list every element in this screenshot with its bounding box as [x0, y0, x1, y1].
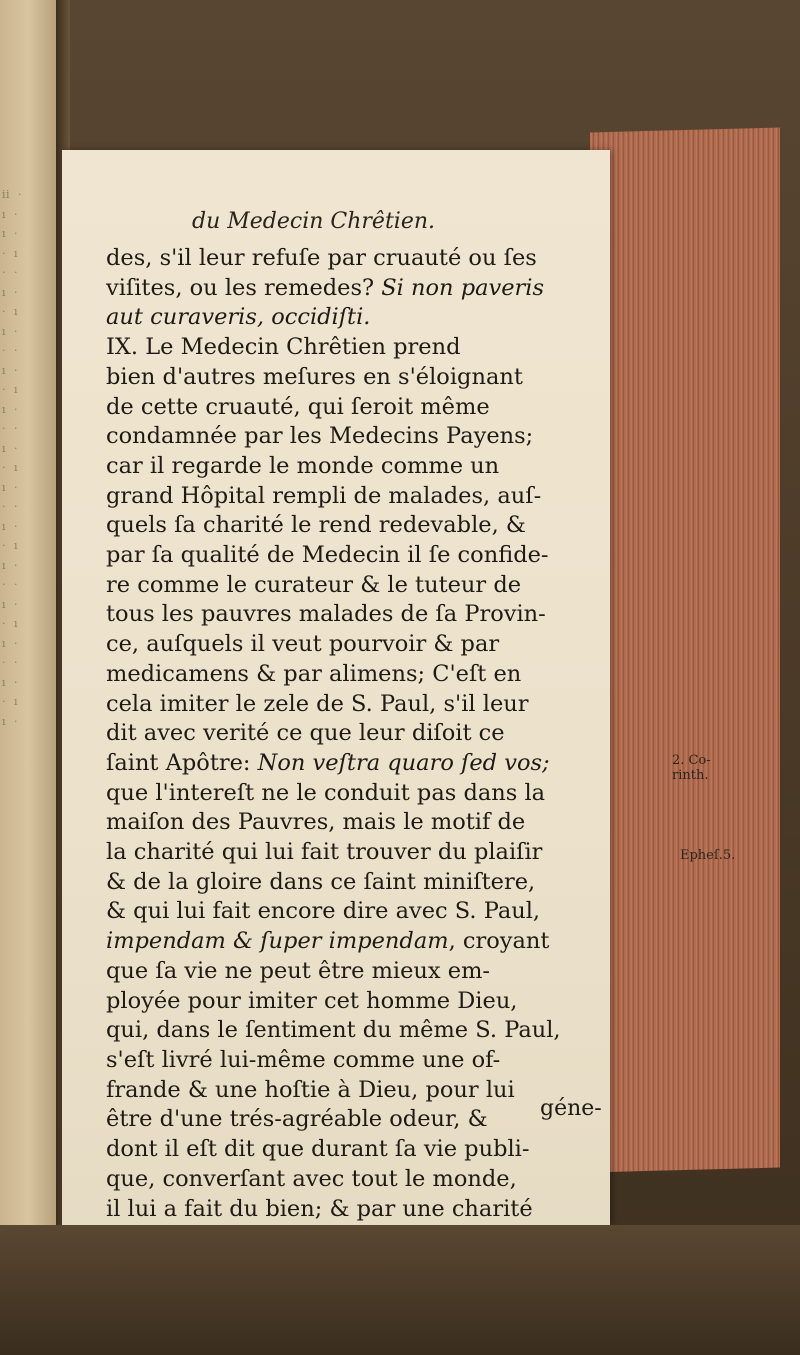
italic-run: aut curaveris, occidiſti.: [106, 304, 371, 331]
catchword: géne-: [540, 1096, 602, 1121]
text-run: quels ſa charité le rend redevable, &: [106, 512, 526, 539]
facing-page-edge: [0, 0, 56, 1355]
text-line: [106, 1195, 626, 1225]
margin-note-corinth: [672, 753, 711, 783]
text-line: [106, 303, 626, 333]
text-line: [106, 987, 626, 1017]
text-line: [106, 1135, 626, 1165]
text-run: bien d'autres meſures en s'éloignant: [106, 363, 523, 390]
text-line: [106, 1046, 626, 1076]
text-run: maiſon des Pauvres, mais le motif de: [106, 809, 526, 836]
text-line: [106, 452, 626, 482]
text-run: ce, auſquels il veut pourvoir & par: [106, 631, 500, 658]
text-line: [106, 393, 626, 423]
text-run: par ſa qualité de Medecin il ſe confide-: [106, 542, 549, 569]
text-run: & qui lui fait encore dire avec S. Paul,: [106, 898, 541, 925]
text-run: la charité qui lui fait trouver du plaiſir: [106, 839, 543, 866]
italic-run: Non veſtra quaro ſed vos;: [257, 749, 550, 776]
bottom-backdrop: [0, 1225, 800, 1355]
text-line: [106, 719, 626, 749]
text-line: [106, 690, 626, 720]
text-run: être d'une trés-agréable odeur, &: [106, 1106, 488, 1133]
body-text: [106, 244, 626, 1224]
text-run: dont il eſt dit que durant ſa vie publi-: [106, 1136, 530, 1163]
text-line: [106, 600, 626, 630]
text-run: , croyant: [448, 928, 550, 955]
text-line: [106, 630, 626, 660]
text-run: il lui a fait du bien; & par une charité: [106, 1195, 533, 1222]
text-run: frande & une hoſtie à Dieu, pour lui: [106, 1076, 515, 1103]
text-line: [106, 808, 626, 838]
text-line: [106, 571, 626, 601]
text-line: [106, 957, 626, 987]
text-line: [106, 1016, 626, 1046]
text-line: [106, 363, 626, 393]
text-run: medicamens & par alimens; C'eſt en: [106, 660, 522, 687]
text-run: viſites, ou les remedes?: [106, 274, 382, 301]
text-line: [106, 274, 626, 304]
text-run: grand Hôpital rempli de malades, auſ-: [106, 482, 542, 509]
text-run: tous les pauvres malades de ſa Provin-: [106, 601, 546, 628]
text-line: [106, 838, 626, 868]
text-line: [106, 868, 626, 898]
text-run: dit avec verité ce que leur diſoit ce: [106, 720, 505, 747]
italic-run: impendam & ſuper impendam: [106, 928, 449, 955]
text-run: qui, dans le ſentiment du même S. Paul,: [106, 1017, 561, 1044]
text-line: [106, 749, 626, 779]
text-line: [106, 422, 626, 452]
text-run: que l'intereſt ne le conduit pas dans la: [106, 779, 546, 806]
text-run: cela imiter le zele de S. Paul, s'il leur: [106, 690, 529, 717]
text-line: [106, 244, 626, 274]
text-run: que ſa vie ne peut être mieux em-: [106, 957, 491, 984]
text-run: car il regarde le monde comme un: [106, 452, 500, 479]
text-line: [106, 511, 626, 541]
text-run: des, s'il leur refuſe par cruauté ou ſes: [106, 245, 537, 271]
margin-note-line: 2. Co-: [672, 753, 711, 768]
text-line: [106, 482, 626, 512]
margin-note-ephesians: Epheſ.5.: [680, 848, 736, 863]
text-line: [106, 927, 626, 957]
text-run: condamnée par les Medecins Payens;: [106, 423, 534, 450]
text-run: ſaint Apôtre:: [106, 749, 258, 776]
text-run: & de la gloire dans ce ſaint miniſtere,: [106, 868, 536, 895]
text-run: que, converſant avec tout le monde,: [106, 1165, 517, 1192]
text-line: [106, 1165, 626, 1195]
text-line: [106, 660, 626, 690]
margin-note-line: rinth.: [672, 768, 709, 783]
text-run: re comme le curateur & le tuteur de: [106, 571, 522, 598]
text-line: [106, 333, 626, 363]
running-head: du Medecin Chrêtien.: [192, 209, 436, 234]
text-run: ployée pour imiter cet homme Dieu,: [106, 987, 518, 1014]
text-line: [106, 541, 626, 571]
italic-run: Si non paveris: [381, 274, 545, 301]
facing-page-bleed-decoration: ii · ı · ı · · ı · · ı · · ı ı · · · ı · · ı ı · · · ı · · ı ı · · · ı · · ı ı · · · ı · · ı ı · · · ı · · ı ı ·: [2, 188, 23, 728]
text-run: s'eſt livré lui-même comme une of-: [106, 1046, 501, 1073]
text-line: [106, 897, 626, 927]
text-run: de cette cruauté, qui ſeroit même: [106, 393, 490, 420]
text-line: [106, 779, 626, 809]
text-run: IX. Le Medecin Chrêtien prend: [106, 334, 461, 361]
